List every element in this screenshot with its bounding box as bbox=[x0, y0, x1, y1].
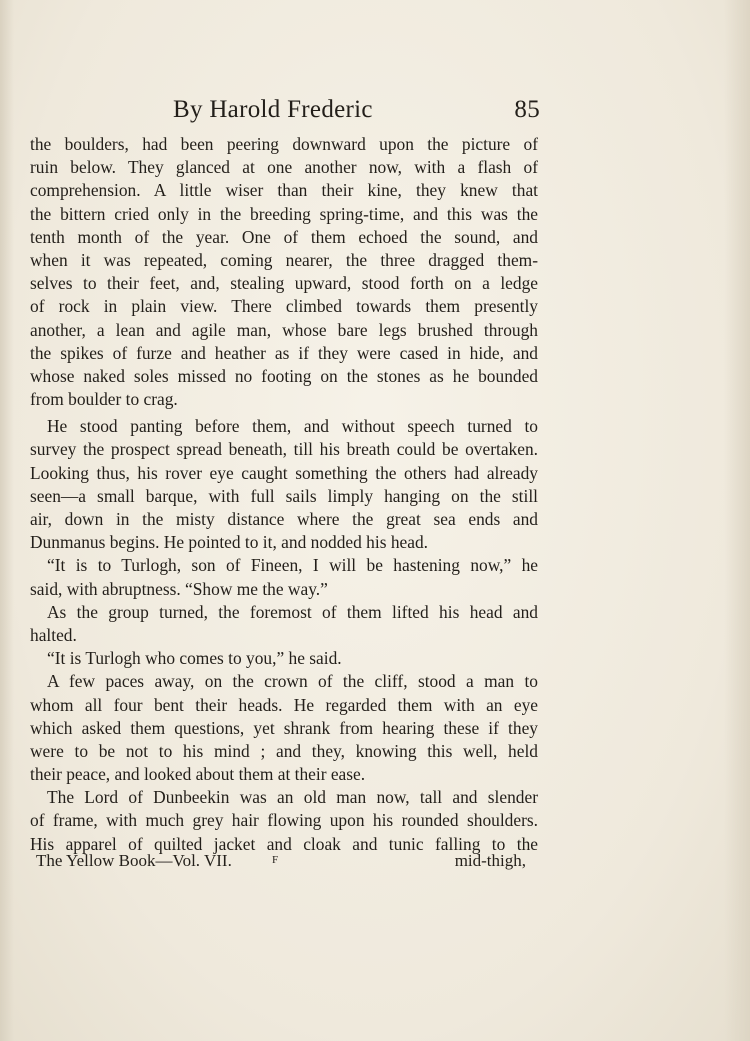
text-line: the spikes of furze and heather as if they were cased in hide, and bbox=[30, 342, 538, 363]
running-header bbox=[30, 96, 540, 126]
page-edge-shadow-left bbox=[0, 0, 14, 1041]
text-line: whom all four bent their heads. He regarded them with an eye bbox=[30, 694, 538, 715]
text-line: seen—a small barque, with full sails limply hanging on the still bbox=[30, 485, 538, 506]
catchword: mid-thigh, bbox=[454, 851, 526, 870]
text-line: He stood panting before them, and without speech turned to bbox=[47, 416, 538, 437]
running-title: By Harold Frederic bbox=[173, 96, 373, 123]
text-line: halted. bbox=[30, 624, 77, 645]
journal-title: The Yellow Book—Vol. VII. bbox=[36, 851, 232, 870]
text-line: which asked them questions, yet shrank from hearing these if they bbox=[30, 717, 538, 738]
text-line: A few paces away, on the crown of the cliff, stood a man to bbox=[47, 671, 538, 692]
text-line: of rock in plain view. There climbed towards them presently bbox=[30, 296, 538, 317]
text-line: tenth month of the year. One of them echoed the sound, and bbox=[30, 226, 538, 247]
text-line: from boulder to crag. bbox=[30, 389, 178, 410]
text-line: ruin below. They glanced at one another now, with a flash of bbox=[30, 157, 538, 178]
text-line: As the group turned, the foremost of them lifted his head and bbox=[47, 601, 538, 622]
page-footer bbox=[36, 851, 526, 875]
text-line: His apparel of quilted jacket and cloak and tunic falling to the bbox=[30, 833, 538, 854]
text-line: “It is to Turlogh, son of Fineen, I will be hastening now,” he bbox=[47, 555, 538, 576]
text-line: the boulders, had been peering downward upon the picture of bbox=[30, 134, 538, 154]
text-line: The Lord of Dunbeekin was an old man now, tall and slender bbox=[47, 787, 538, 808]
page-edge-shadow-right bbox=[724, 0, 750, 1041]
page-number: 85 bbox=[514, 96, 540, 123]
text-line: whose naked soles missed no footing on the stones as he bounded bbox=[30, 365, 538, 386]
text-line: of frame, with much grey hair flowing upon his rounded shoulders. bbox=[30, 810, 538, 831]
text-line: Dunmanus begins. He pointed to it, and nodded his head. bbox=[30, 532, 428, 553]
text-line: their peace, and looked about them at their ease. bbox=[30, 764, 366, 785]
text-line: said, with abruptness. “Show me the way.” bbox=[30, 578, 328, 599]
text-line: were to be not to his mind ; and they, knowing this well, held bbox=[30, 740, 538, 761]
text-line: another, a lean and agile man, whose bare legs brushed through bbox=[30, 319, 538, 340]
text-line: when it was repeated, coming nearer, the three dragged them- bbox=[30, 249, 538, 270]
body-text bbox=[30, 133, 538, 856]
text-line: comprehension. A little wiser than their kine, they knew that bbox=[30, 180, 538, 201]
text-line: “It is Turlogh who comes to you,” he said. bbox=[47, 648, 342, 669]
text-line: survey the prospect spread beneath, till his breath could be overtaken. bbox=[30, 439, 538, 460]
text-line: Looking thus, his rover eye caught something the others had already bbox=[30, 462, 538, 483]
text-line: the bittern cried only in the breeding spring-time, and this was the bbox=[30, 203, 538, 224]
signature-mark: F bbox=[272, 854, 279, 866]
text-line: air, down in the misty distance where the great sea ends and bbox=[30, 509, 538, 529]
text-line: selves to their feet, and, stealing upward, stood forth on a ledge bbox=[30, 273, 538, 294]
